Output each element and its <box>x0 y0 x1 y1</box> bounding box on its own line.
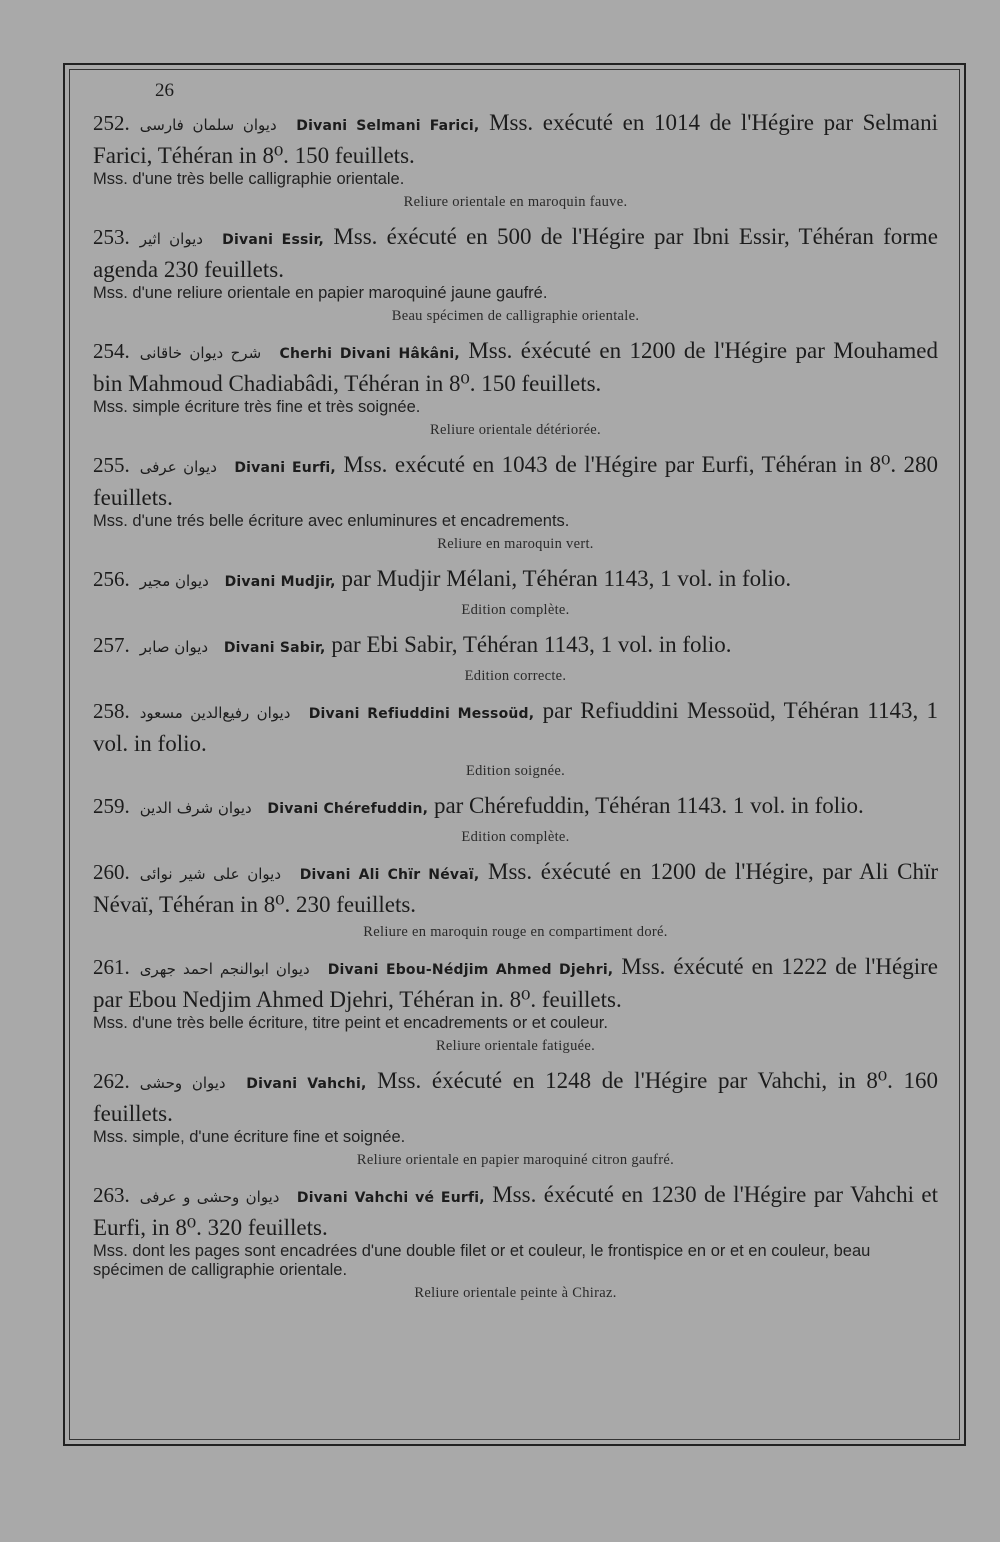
entry-number: 262. <box>93 1069 130 1093</box>
catalog-entry <box>93 450 938 553</box>
entry-binding: Edition soignée. <box>465 763 566 779</box>
entry-number: 257. <box>93 633 130 657</box>
entry-note: Mss. simple écriture très fine et très soignée. <box>93 398 421 416</box>
entry-note: Mss. dont les pages sont encadrées d'une double filet or et couleur, le frontispice en or et en couleur, beau spécimen de calligraphie orientale. <box>93 1242 871 1279</box>
entry-title: Divani Sabir, <box>223 640 326 656</box>
page-number: 26 <box>155 80 174 101</box>
entry-title: Divani Vahchi, <box>246 1076 367 1092</box>
entry-description: Mss. exécuté en 1014 de l'Hégire par Selmani Farici, Téhéran in 8⁰. 150 feuillets. <box>93 110 939 168</box>
entry-description: Mss. éxécuté en 1248 de l'Hégire par Vahchi, in 8⁰. 160 feuillets. <box>93 1068 938 1126</box>
catalog-entry <box>93 1066 938 1169</box>
entry-title: Divani Vahchi vé Eurfi, <box>296 1190 485 1206</box>
catalog-entry <box>93 857 938 941</box>
entry-title: Divani Chérefuddin, <box>267 801 429 817</box>
entry-arabic-title: ديوان رفيع‌الدين مسعود <box>139 704 291 722</box>
entry-description: par Mudjir Mélani, Téhéran 1143, 1 vol. in folio. <box>341 566 792 591</box>
entry-number: 254. <box>93 339 130 363</box>
entry-binding: Edition correcte. <box>464 668 567 684</box>
entry-title: Divani Ali Chïr Névaï, <box>299 867 480 883</box>
entry-title: Divani Refiuddini Messoüd, <box>308 706 535 722</box>
entry-note: Mss. d'une très belle calligraphie orientale. <box>93 170 405 188</box>
catalog-entry <box>93 222 938 325</box>
entry-description: Mss. éxécuté en 1200 de l'Hégire par Mouhamed bin Mahmoud Chadiabâdi, Téhéran in 8⁰. 150 feuillets. <box>93 338 938 396</box>
catalog-entry <box>93 1180 938 1302</box>
entry-binding: Reliure orientale en maroquin fauve. <box>403 194 628 210</box>
entry-arabic-title: ديوان شرف الدين <box>139 799 252 817</box>
entry-title: Cherhi Divani Hâkâni, <box>279 346 460 362</box>
entry-number: 263. <box>93 1183 130 1207</box>
entry-arabic-title: ديوان صابر <box>139 638 209 656</box>
catalog-entry <box>93 952 938 1055</box>
entry-number: 260. <box>93 860 130 884</box>
catalog-entries <box>93 108 938 1313</box>
entry-binding: Edition complète. <box>461 829 570 845</box>
entry-arabic-title: ديوان مجير <box>139 572 209 590</box>
catalog-entry <box>93 696 938 780</box>
entry-number: 252. <box>93 111 130 135</box>
catalog-entry <box>93 630 938 685</box>
entry-description: Mss. éxécuté en 1200 de l'Hégire, par Ali Chïr Névaï, Téhéran in 8⁰. 230 feuillets. <box>93 859 939 917</box>
entry-title: Divani Selmani Farici, <box>296 118 480 134</box>
entry-title: Divani Essir, <box>222 232 325 248</box>
catalog-entry <box>93 108 938 211</box>
entry-description: Mss. éxécuté en 1222 de l'Hégire par Ebou Nedjim Ahmed Djehri, Téhéran in. 8⁰. feuillets. <box>93 954 939 1012</box>
catalog-entry <box>93 791 938 846</box>
entry-description: Mss. exécuté en 1043 de l'Hégire par Eurfi, Téhéran in 8⁰. 280 feuillets. <box>93 452 939 510</box>
entry-description: Mss. éxécuté en 500 de l'Hégire par Ibni Essir, Téhéran forme agenda 230 feuillets. <box>93 224 939 282</box>
entry-note: Mss. simple, d'une écriture fine et soignée. <box>93 1128 406 1146</box>
entry-arabic-title: شرح ديوان خاقانى <box>139 344 262 362</box>
entry-number: 253. <box>93 225 130 249</box>
entry-number: 261. <box>93 955 130 979</box>
entry-title: Divani Mudjir, <box>224 574 336 590</box>
entry-title: Divani Eurfi, <box>234 460 336 476</box>
entry-arabic-title: ديوان ابوالنجم احمد جهرى <box>139 960 310 978</box>
entry-note: Mss. d'une reliure orientale en papier maroquiné jaune gaufré. <box>93 284 548 302</box>
entry-arabic-title: ديوان اثير <box>139 230 203 248</box>
entry-binding: Reliure orientale en papier maroquiné citron gaufré. <box>356 1152 675 1168</box>
entry-binding: Edition complète. <box>461 602 570 618</box>
entry-number: 258. <box>93 699 130 723</box>
entry-number: 256. <box>93 567 130 591</box>
entry-description: par Ebi Sabir, Téhéran 1143, 1 vol. in folio. <box>331 632 732 657</box>
entry-arabic-title: ديوان عرفى <box>139 458 217 476</box>
entry-description: Mss. éxécuté en 1230 de l'Hégire par Vahchi et Eurfi, in 8⁰. 320 feuillets. <box>93 1182 939 1240</box>
entry-title: Divani Ebou-Nédjim Ahmed Djehri, <box>327 962 614 978</box>
entry-arabic-title: ديوان وحشى و عرفى <box>139 1188 280 1206</box>
entry-arabic-title: ديوان سلمان فارسى <box>139 116 277 134</box>
entry-description: par Chérefuddin, Téhéran 1143. 1 vol. in folio. <box>433 793 864 818</box>
entry-binding: Reliure en maroquin vert. <box>437 536 594 552</box>
entry-binding: Reliure orientale fatiguée. <box>435 1038 596 1054</box>
entry-note: Mss. d'une très belle écriture, titre peint et encadrements or et couleur. <box>93 1014 608 1032</box>
entry-description: par Refiuddini Messoüd, Téhéran 1143, 1 vol. in folio. <box>93 698 939 756</box>
catalog-entry <box>93 336 938 439</box>
entry-arabic-title: ديوان وحشى <box>139 1074 226 1092</box>
entry-arabic-title: ديوان على شير نوائى <box>139 865 282 883</box>
entry-note: Mss. d'une trés belle écriture avec enluminures et encadrements. <box>93 512 570 530</box>
entry-binding: Reliure orientale détériorée. <box>430 422 601 438</box>
catalog-entry <box>93 564 938 619</box>
entry-binding: Reliure orientale peinte à Chiraz. <box>414 1285 617 1301</box>
entry-number: 255. <box>93 453 130 477</box>
entry-binding: Beau spécimen de calligraphie orientale. <box>391 308 640 324</box>
entry-binding: Reliure en maroquin rouge en compartiment doré. <box>363 924 668 940</box>
entry-number: 259. <box>93 794 130 818</box>
